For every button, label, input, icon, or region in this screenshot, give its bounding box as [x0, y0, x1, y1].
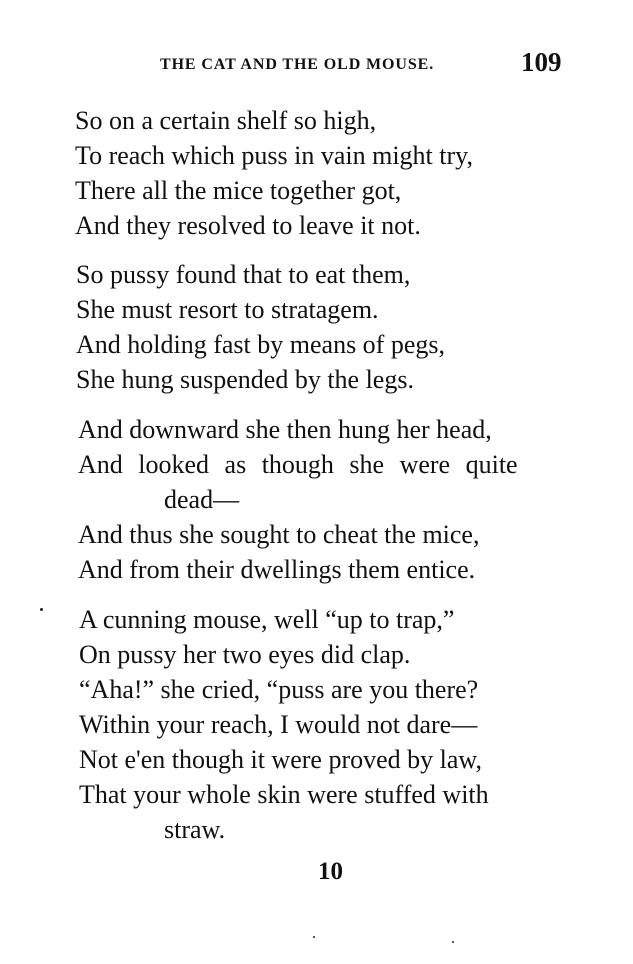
poem-line: Not e'en though it were proved by law, [79, 745, 482, 774]
scan-speck [313, 936, 315, 938]
poem-line: She must resort to stratagem. [76, 295, 379, 324]
poem-line: She hung suspended by the legs. [76, 365, 414, 394]
poem-line: “Aha!” she cried, “puss are you there? [79, 675, 479, 704]
poem-line: And thus she sought to cheat the mice, [78, 520, 480, 549]
poem-line: That your whole skin were stuffed with [79, 780, 489, 809]
page-number: 109 [521, 47, 562, 77]
poem-line: And from their dwellings them entice. [78, 555, 476, 584]
poem-line: There all the mice together got, [75, 176, 402, 205]
scan-speck [40, 608, 43, 611]
poem-line: A cunning mouse, well “up to trap,” [79, 605, 455, 634]
poem-line: And they resolved to leave it not. [75, 211, 421, 240]
poem-line: And downward she then hung her head, [78, 415, 492, 444]
signature-mark: 10 [318, 858, 343, 885]
poem-line: To reach which puss in vain might try, [75, 141, 473, 170]
poem-line: On pussy her two eyes did clap. [79, 640, 411, 669]
running-title: THE CAT AND THE OLD MOUSE. [160, 56, 435, 73]
poem-line: So on a certain shelf so high, [75, 106, 377, 135]
scan-speck [452, 941, 454, 943]
poem-line: So pussy found that to eat them, [76, 260, 411, 289]
poem-line-continuation: straw. [164, 815, 226, 844]
poem-line-continuation: dead— [164, 485, 240, 514]
poem-line: And looked as though she were quite [78, 450, 518, 479]
poem-line: Within your reach, I would not dare— [79, 710, 478, 739]
poem-line: And holding fast by means of pegs, [76, 330, 446, 359]
